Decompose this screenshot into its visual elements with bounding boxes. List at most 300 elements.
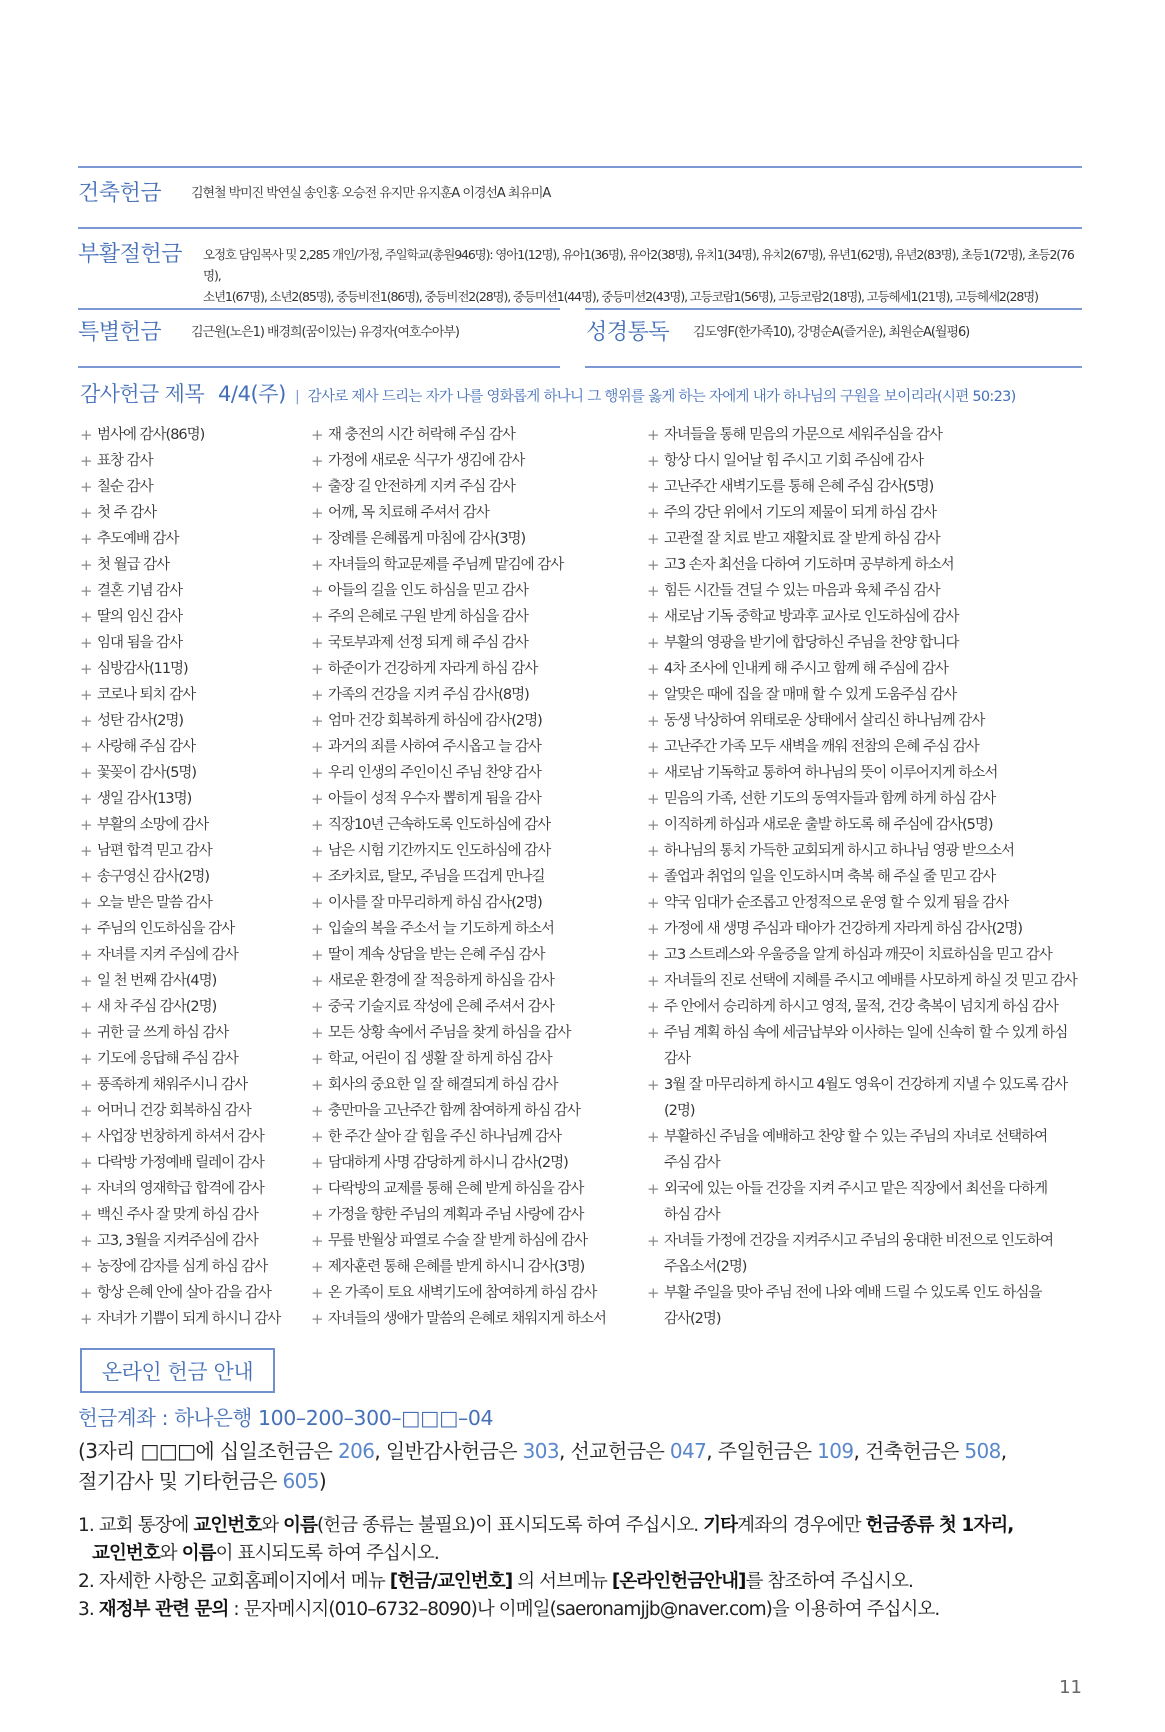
thanksgiving-item-text: 송구영신 감사(2명) — [97, 869, 210, 885]
bold-text: 이름 — [181, 1543, 216, 1564]
thanksgiving-item-text: 풍족하게 채워주시니 감사 — [97, 1077, 248, 1093]
text-segment: 3. — [78, 1599, 99, 1620]
thanksgiving-item — [647, 448, 1082, 474]
building-offering-title: 건축헌금 — [78, 181, 162, 206]
thanksgiving-item — [311, 656, 641, 682]
offering-code-number: 605 — [282, 1469, 319, 1493]
easter-offering-title: 부활절헌금 — [78, 242, 183, 267]
easter-offering-names — [203, 244, 1082, 307]
offering-code-number: 508 — [964, 1439, 1001, 1463]
plus-bullet-icon: + — [311, 894, 324, 912]
plus-bullet-icon: + — [80, 634, 93, 652]
text-segment: 이 표시되도록 하여 주십시오. — [215, 1543, 439, 1564]
thanksgiving-item-text: 충만마을 고난주간 함께 참여하게 하심 감사 — [328, 1103, 580, 1119]
plus-bullet-icon: + — [80, 842, 93, 860]
thanksgiving-item — [311, 890, 641, 916]
thanksgiving-item — [311, 734, 641, 760]
plus-bullet-icon: + — [647, 478, 660, 496]
thanksgiving-item — [647, 656, 1082, 682]
thanksgiving-item-text: 자녀들의 진로 선택에 지혜를 주시고 예배를 사모하게 하실 것 믿고 감사 — [664, 973, 1077, 989]
thanksgiving-item — [80, 682, 305, 708]
plus-bullet-icon: + — [647, 582, 660, 600]
thanksgiving-date: 4/4(주) — [217, 382, 286, 406]
special-offering-title: 특별헌금 — [78, 320, 162, 345]
plus-bullet-icon: + — [80, 1310, 93, 1328]
plus-bullet-icon: + — [311, 478, 324, 496]
thanksgiving-item — [311, 630, 641, 656]
text-segment: 를 참조하여 주십시오. — [745, 1571, 913, 1592]
thanksgiving-item-text: 농장에 감자를 심게 하심 감사 — [97, 1259, 268, 1275]
thanksgiving-item-text: 자녀들 가정에 건강을 지켜주시고 주님의 웅대한 비전으로 인도하여 — [664, 1233, 1053, 1249]
thanksgiving-item — [80, 1228, 305, 1254]
thanksgiving-item — [311, 1020, 641, 1046]
thanksgiving-item — [311, 812, 641, 838]
thanksgiving-item — [311, 422, 641, 448]
header-separator: | — [294, 389, 300, 405]
thanksgiving-item-text: 자녀의 영재학급 합격에 감사 — [97, 1181, 264, 1197]
plus-bullet-icon: + — [647, 946, 660, 964]
thanksgiving-item — [80, 500, 305, 526]
thanksgiving-item-text: 국토부과제 선정 되게 해 주심 감사 — [328, 635, 528, 651]
bold-text: 헌금종류 첫 1자리, — [865, 1515, 1014, 1536]
thanksgiving-item-text: 남은 시험 기간까지도 인도하심에 감사 — [328, 843, 551, 859]
thanksgiving-item-text: 성탄 감사(2명) — [97, 713, 184, 729]
bible-reading-names: 김도영F(한가족10), 강명순A(즐거운), 최원순A(월평6) — [693, 325, 970, 340]
thanksgiving-item-text: 우리 인생의 주인이신 주님 찬양 감사 — [328, 765, 541, 781]
plus-bullet-icon: + — [647, 1180, 660, 1198]
thanksgiving-item — [311, 578, 641, 604]
thanksgiving-item-text: 모든 상황 속에서 주님을 찾게 하심을 감사 — [328, 1025, 571, 1041]
plus-bullet-icon: + — [311, 1076, 324, 1094]
plus-bullet-icon: + — [311, 660, 324, 678]
offering-codes-line — [78, 1436, 1082, 1466]
section-divider — [585, 366, 1082, 368]
thanksgiving-item — [311, 1098, 641, 1124]
thanksgiving-item-text: 다락방의 교제를 통해 은혜 받게 하심을 감사 — [328, 1181, 584, 1197]
thanksgiving-item-text: 새로남 기독학교 통하여 하나님의 뜻이 이루어지게 하소서 — [664, 765, 998, 781]
thanksgiving-item-text: 가정에 새 생명 주심과 태아가 건강하게 자라게 하심 감사(2명) — [664, 921, 1023, 937]
thanksgiving-item — [80, 578, 305, 604]
scripture-verse: 감사로 제사 드리는 자가 나를 영화롭게 하나니 그 행위를 옳게 하는 자에게 내가 하나님의 구원을 보이리라(시편 50:23) — [307, 389, 1016, 405]
plus-bullet-icon: + — [311, 1232, 324, 1250]
plus-bullet-icon: + — [80, 426, 93, 444]
plus-bullet-icon: + — [647, 712, 660, 730]
thanksgiving-item-text: 딸이 계속 상담을 받는 은혜 주심 감사 — [328, 947, 545, 963]
thanksgiving-item — [80, 1020, 305, 1046]
thanksgiving-item-text: 3월 잘 마무리하게 하시고 4월도 영육이 건강하게 지낼 수 있도록 감사 — [664, 1077, 1068, 1093]
text-segment: , — [1000, 1439, 1007, 1463]
plus-bullet-icon: + — [311, 530, 324, 548]
thanksgiving-item — [311, 1254, 641, 1280]
plus-bullet-icon: + — [311, 946, 324, 964]
thanksgiving-item-text: 장례를 은혜롭게 마침에 감사(3명) — [328, 531, 526, 547]
text-segment: , 일반감사헌금은 — [374, 1439, 523, 1463]
page-number: 11 — [1059, 1677, 1082, 1698]
thanksgiving-item — [647, 968, 1082, 994]
thanksgiving-item-text: 학교, 어린이 집 생활 잘 하게 하심 감사 — [328, 1051, 552, 1067]
thanksgiving-item-text: (2명) — [664, 1103, 695, 1119]
plus-bullet-icon: + — [647, 790, 660, 808]
thanksgiving-item — [311, 448, 641, 474]
bold-text: 기타 — [703, 1515, 738, 1536]
text-segment: : 문자메시지(010–6732–8090)나 이메일(saeronamjjb@naver.com)을 이용하여 주십시오. — [228, 1599, 940, 1620]
thanksgiving-item — [647, 500, 1082, 526]
text-segment: , 선교헌금은 — [559, 1439, 670, 1463]
thanksgiving-item-text: 오늘 받은 말씀 감사 — [97, 895, 212, 911]
thanksgiving-item — [80, 708, 305, 734]
bible-reading-title: 성경통독 — [586, 320, 670, 345]
thanksgiving-item — [647, 890, 1082, 916]
plus-bullet-icon: + — [647, 842, 660, 860]
plus-bullet-icon: + — [80, 608, 93, 626]
bold-text: 재정부 관련 문의 — [98, 1599, 229, 1620]
plus-bullet-icon: + — [647, 686, 660, 704]
thanksgiving-item-text: 주 안에서 승리하게 하시고 영적, 물적, 건강 축복이 넘치게 하심 감사 — [664, 999, 1058, 1015]
plus-bullet-icon: + — [311, 426, 324, 444]
offering-account: 헌금계좌 : 하나은행 100–200–300–□□□–04 — [78, 1406, 494, 1430]
plus-bullet-icon: + — [80, 582, 93, 600]
thanksgiving-item-text: 중국 기술지료 작성에 은혜 주셔서 감사 — [328, 999, 554, 1015]
thanksgiving-item-text: 코로나 퇴치 감사 — [97, 687, 196, 703]
thanksgiving-item-text: 아들이 성적 우수자 뽑히게 됨을 감사 — [328, 791, 541, 807]
thanksgiving-item-text: 자녀를 지켜 주심에 감사 — [97, 947, 238, 963]
offering-codes — [78, 1436, 1082, 1496]
thanksgiving-item-text: 추도예배 감사 — [97, 531, 179, 547]
plus-bullet-icon: + — [311, 1050, 324, 1068]
plus-bullet-icon: + — [311, 608, 324, 626]
plus-bullet-icon: + — [647, 998, 660, 1016]
plus-bullet-icon: + — [80, 1128, 93, 1146]
thanksgiving-item-text: 항상 은혜 안에 살아 감을 감사 — [97, 1285, 271, 1301]
thanksgiving-item-text: 입술의 복을 주소서 늘 기도하게 하소서 — [328, 921, 554, 937]
bold-text: [헌금/교인번호] — [389, 1571, 513, 1592]
thanksgiving-item — [80, 838, 305, 864]
thanksgiving-list-column-3 — [647, 422, 1082, 1332]
thanksgiving-list-column-2 — [311, 422, 641, 1332]
plus-bullet-icon: + — [80, 946, 93, 964]
plus-bullet-icon: + — [647, 426, 660, 444]
section-divider — [78, 227, 1082, 229]
thanksgiving-item-text: 주님의 인도하심을 감사 — [97, 921, 235, 937]
thanksgiving-item-text: 하심 감사 — [664, 1207, 720, 1223]
thanksgiving-item-text: 표창 감사 — [97, 453, 153, 469]
thanksgiving-item — [80, 734, 305, 760]
plus-bullet-icon: + — [647, 764, 660, 782]
thanksgiving-item — [311, 994, 641, 1020]
thanksgiving-item-text: 부활의 소망에 감사 — [97, 817, 209, 833]
section-divider — [78, 166, 1082, 168]
thanksgiving-item-text: 어깨, 목 치료해 주셔서 감사 — [328, 505, 489, 521]
thanksgiving-item — [311, 968, 641, 994]
thanksgiving-item — [647, 552, 1082, 578]
thanksgiving-item-text: 꽃꽂이 감사(5명) — [97, 765, 197, 781]
plus-bullet-icon: + — [80, 556, 93, 574]
thanksgiving-item-text: 부활하신 주님을 예배하고 찬양 할 수 있는 주님의 자녀로 선택하여 — [664, 1129, 1048, 1145]
bold-text: 이름 — [283, 1515, 318, 1536]
plus-bullet-icon: + — [80, 712, 93, 730]
thanksgiving-item-text: 딸의 임신 감사 — [97, 609, 183, 625]
thanksgiving-item — [80, 448, 305, 474]
thanksgiving-item — [647, 682, 1082, 708]
offering-codes-line — [78, 1466, 1082, 1496]
thanksgiving-item-text: 자녀가 기쁨이 되게 하시니 감사 — [97, 1311, 281, 1327]
section-divider — [585, 308, 1082, 310]
offering-notes — [78, 1512, 1082, 1624]
thanksgiving-item — [311, 500, 641, 526]
plus-bullet-icon: + — [80, 1206, 93, 1224]
thanksgiving-item-text: 온 가족이 토요 새벽기도에 참여하게 하심 감사 — [328, 1285, 597, 1301]
thanksgiving-item-text: 담대하게 사명 감당하게 하시니 감사(2명) — [328, 1155, 568, 1171]
text-segment: 계좌의 경우에만 — [737, 1515, 866, 1536]
thanksgiving-item — [80, 1046, 305, 1072]
plus-bullet-icon: + — [80, 1076, 93, 1094]
offering-code-number: 047 — [669, 1439, 707, 1463]
thanksgiving-item-text: 주의 강단 위에서 기도의 제물이 되게 하심 감사 — [664, 505, 937, 521]
thanksgiving-item-text: 직장10년 근속하도록 인도하심에 감사 — [328, 817, 551, 833]
thanksgiving-item — [647, 474, 1082, 500]
note-line — [78, 1512, 1082, 1540]
thanksgiving-item-text: 주의 은혜로 구원 받게 하심을 감사 — [328, 609, 528, 625]
thanksgiving-item-text: 새로운 환경에 잘 적응하게 하심을 감사 — [328, 973, 554, 989]
plus-bullet-icon: + — [311, 712, 324, 730]
thanksgiving-item — [311, 1280, 641, 1306]
plus-bullet-icon: + — [311, 998, 324, 1016]
note-line — [78, 1540, 1082, 1568]
plus-bullet-icon: + — [80, 1154, 93, 1172]
plus-bullet-icon: + — [647, 868, 660, 886]
plus-bullet-icon: + — [311, 1024, 324, 1042]
thanksgiving-item-text: 고난주간 가족 모두 새벽을 깨워 전참의 은혜 주심 감사 — [664, 739, 979, 755]
thanksgiving-item — [80, 786, 305, 812]
plus-bullet-icon: + — [311, 816, 324, 834]
thanksgiving-item-text: 칠순 감사 — [97, 479, 153, 495]
bold-text: 교인번호 — [193, 1515, 262, 1536]
thanksgiving-item-text: 하나님의 통치 가득한 교회되게 하시고 하나님 영광 받으소서 — [664, 843, 1014, 859]
thanksgiving-item — [80, 1176, 305, 1202]
thanksgiving-item-text: 생일 감사(13명) — [97, 791, 192, 807]
thanksgiving-item — [311, 682, 641, 708]
thanksgiving-item — [80, 890, 305, 916]
plus-bullet-icon: + — [311, 1284, 324, 1302]
plus-bullet-icon: + — [647, 738, 660, 756]
offering-code-number: 109 — [817, 1439, 854, 1463]
thanksgiving-item-text: 졸업과 취업의 일을 인도하시며 축복 해 주실 줄 믿고 감사 — [664, 869, 996, 885]
offering-code-number: 303 — [522, 1439, 560, 1463]
plus-bullet-icon: + — [647, 452, 660, 470]
text-segment: (헌금 종류는 불필요)이 표시되도록 하여 주십시오. — [317, 1515, 704, 1536]
thanksgiving-item — [311, 942, 641, 968]
plus-bullet-icon: + — [647, 1232, 660, 1250]
thanksgiving-item-text: 이직하게 하심과 새로운 출발 하도록 해 주심에 감사(5명) — [664, 817, 993, 833]
thanksgiving-item — [311, 1150, 641, 1176]
plus-bullet-icon: + — [80, 1180, 93, 1198]
thanksgiving-item — [647, 864, 1082, 890]
plus-bullet-icon: + — [311, 1154, 324, 1172]
thanksgiving-item — [647, 630, 1082, 656]
note-line — [78, 1568, 1082, 1596]
online-offering-guide-box — [80, 1348, 275, 1393]
thanksgiving-item — [80, 604, 305, 630]
plus-bullet-icon: + — [647, 920, 660, 938]
thanksgiving-item — [80, 1202, 305, 1228]
plus-bullet-icon: + — [311, 452, 324, 470]
thanksgiving-item — [80, 1306, 305, 1332]
text-segment: (3자리 □□□에 십일조헌금은 — [78, 1439, 338, 1463]
plus-bullet-icon: + — [647, 894, 660, 912]
thanksgiving-item — [647, 1176, 1082, 1228]
plus-bullet-icon: + — [647, 530, 660, 548]
plus-bullet-icon: + — [80, 504, 93, 522]
thanksgiving-item-text: 귀한 글 쓰게 하심 감사 — [97, 1025, 229, 1041]
plus-bullet-icon: + — [311, 972, 324, 990]
text-segment: ) — [318, 1469, 327, 1493]
thanksgiving-title: 감사헌금 제목 — [80, 382, 204, 406]
plus-bullet-icon: + — [311, 1102, 324, 1120]
plus-bullet-icon: + — [80, 972, 93, 990]
plus-bullet-icon: + — [80, 1102, 93, 1120]
thanksgiving-item — [80, 474, 305, 500]
plus-bullet-icon: + — [80, 894, 93, 912]
thanksgiving-item — [311, 760, 641, 786]
plus-bullet-icon: + — [80, 920, 93, 938]
thanksgiving-item — [647, 838, 1082, 864]
thanksgiving-item-text: 범사에 감사(86명) — [97, 427, 205, 443]
plus-bullet-icon: + — [647, 660, 660, 678]
thanksgiving-item — [80, 994, 305, 1020]
thanksgiving-item-text: 고3, 3월을 지켜주심에 감사 — [97, 1233, 258, 1249]
thanksgiving-item-text: 임대 됨을 감사 — [97, 635, 183, 651]
plus-bullet-icon: + — [647, 1284, 660, 1302]
plus-bullet-icon: + — [80, 660, 93, 678]
thanksgiving-item — [311, 526, 641, 552]
plus-bullet-icon: + — [647, 1128, 660, 1146]
plus-bullet-icon: + — [80, 998, 93, 1016]
text-segment: , 주일헌금은 — [706, 1439, 818, 1463]
plus-bullet-icon: + — [647, 634, 660, 652]
plus-bullet-icon: + — [311, 556, 324, 574]
thanksgiving-item — [647, 1124, 1082, 1176]
plus-bullet-icon: + — [311, 920, 324, 938]
section-divider — [78, 366, 560, 368]
thanksgiving-item — [311, 786, 641, 812]
thanksgiving-item — [80, 1150, 305, 1176]
thanksgiving-item-text: 외국에 있는 아들 건강을 지켜 주시고 맡은 직장에서 최선을 다하게 — [664, 1181, 1048, 1197]
plus-bullet-icon: + — [647, 504, 660, 522]
online-offering-guide-label: 온라인 헌금 안내 — [101, 1359, 254, 1384]
plus-bullet-icon: + — [311, 790, 324, 808]
thanksgiving-item-text: 고관절 잘 치료 받고 재활치료 잘 받게 하심 감사 — [664, 531, 940, 547]
thanksgiving-item — [647, 786, 1082, 812]
plus-bullet-icon: + — [311, 738, 324, 756]
thanksgiving-item — [80, 812, 305, 838]
thanksgiving-item — [311, 552, 641, 578]
thanksgiving-item-text: 자녀들의 생애가 말씀의 은혜로 채워지게 하소서 — [328, 1311, 606, 1327]
thanksgiving-item-text: 회사의 중요한 일 잘 해결되게 하심 감사 — [328, 1077, 558, 1093]
bold-text: 교인번호 — [92, 1543, 160, 1564]
plus-bullet-icon: + — [647, 972, 660, 990]
thanksgiving-item — [647, 604, 1082, 630]
thanksgiving-item-text: 제자훈련 통해 은혜를 받게 하시니 감사(3명) — [328, 1259, 585, 1275]
text-segment: 와 — [261, 1515, 284, 1536]
thanksgiving-item — [311, 1176, 641, 1202]
thanksgiving-item — [80, 552, 305, 578]
plus-bullet-icon: + — [647, 556, 660, 574]
section-divider — [78, 308, 560, 310]
thanksgiving-item-text: 힘든 시간들 견딜 수 있는 마음과 육체 주심 감사 — [664, 583, 940, 599]
thanksgiving-item-text: 이사를 잘 마무리하게 하심 감사(2명) — [328, 895, 542, 911]
thanksgiving-item — [311, 474, 641, 500]
text-segment: 와 — [159, 1543, 182, 1564]
plus-bullet-icon: + — [311, 634, 324, 652]
thanksgiving-item — [311, 708, 641, 734]
thanksgiving-item — [80, 630, 305, 656]
thanksgiving-item-text: 백신 주사 잘 맞게 하심 감사 — [97, 1207, 258, 1223]
thanksgiving-item-text: 무릎 반월상 파열로 수술 잘 받게 하심에 감사 — [328, 1233, 588, 1249]
building-offering-names: 김현철 박미진 박연실 송인홍 오승전 유지만 유지훈A 이경선A 최유미A — [191, 186, 551, 201]
thanksgiving-item-text: 동생 낙상하여 위태로운 상태에서 살리신 하나님께 감사 — [664, 713, 985, 729]
plus-bullet-icon: + — [80, 790, 93, 808]
plus-bullet-icon: + — [647, 816, 660, 834]
thanksgiving-item — [80, 942, 305, 968]
thanksgiving-item-text: 가정에 새로운 식구가 생김에 감사 — [328, 453, 525, 469]
thanksgiving-item-text: 가족의 건강을 지켜 주심 감사(8명) — [328, 687, 529, 703]
plus-bullet-icon: + — [311, 686, 324, 704]
thanksgiving-item — [647, 760, 1082, 786]
plus-bullet-icon: + — [80, 1232, 93, 1250]
plus-bullet-icon: + — [311, 868, 324, 886]
plus-bullet-icon: + — [80, 816, 93, 834]
thanksgiving-item-text: 감사 — [664, 1051, 690, 1067]
special-offering-names: 김근원(노은1) 배경희(꿈이있는) 유경자(여호수아부) — [191, 325, 459, 340]
text-segment: 의 서브메뉴 — [512, 1571, 612, 1592]
thanksgiving-item — [80, 968, 305, 994]
text-segment: 절기감사 및 기타헌금은 — [78, 1469, 283, 1493]
thanksgiving-item-text: 일 천 번째 감사(4명) — [97, 973, 217, 989]
thanksgiving-item-text: 첫 주 감사 — [97, 505, 157, 521]
thanksgiving-item — [80, 656, 305, 682]
thanksgiving-item — [647, 916, 1082, 942]
thanksgiving-item-text: 고3 스트레스와 우울증을 알게 하심과 깨끗이 치료하심을 믿고 감사 — [664, 947, 1052, 963]
plus-bullet-icon: + — [80, 1024, 93, 1042]
thanksgiving-item-text: 주옵소서(2명) — [664, 1259, 747, 1275]
thanksgiving-item-text: 주님 계획 하심 속에 세금납부와 이사하는 일에 신속히 할 수 있게 하심 — [664, 1025, 1068, 1041]
plus-bullet-icon: + — [80, 530, 93, 548]
thanksgiving-item — [311, 1202, 641, 1228]
text-segment: 1. 교회 통장에 — [78, 1515, 194, 1536]
plus-bullet-icon: + — [311, 764, 324, 782]
thanksgiving-item-text: 알맞은 때에 집을 잘 매매 할 수 있게 도움주심 감사 — [664, 687, 957, 703]
thanksgiving-item-text: 다락방 가정예배 릴레이 감사 — [97, 1155, 264, 1171]
plus-bullet-icon: + — [311, 1128, 324, 1146]
thanksgiving-item-text: 결혼 기념 감사 — [97, 583, 183, 599]
plus-bullet-icon: + — [80, 738, 93, 756]
thanksgiving-item — [647, 812, 1082, 838]
plus-bullet-icon: + — [311, 1180, 324, 1198]
thanksgiving-item-text: 엄마 건강 회복하게 하심에 감사(2명) — [328, 713, 542, 729]
thanksgiving-item — [80, 526, 305, 552]
offering-code-number: 206 — [337, 1439, 375, 1463]
plus-bullet-icon: + — [311, 582, 324, 600]
thanksgiving-item — [311, 1306, 641, 1332]
thanksgiving-item-text: 하준이가 건강하게 자라게 하심 감사 — [328, 661, 538, 677]
thanksgiving-item-text: 자녀들을 통해 믿음의 가문으로 세워주심을 감사 — [664, 427, 942, 443]
thanksgiving-item — [311, 1124, 641, 1150]
plus-bullet-icon: + — [647, 1076, 660, 1094]
thanksgiving-item — [311, 1228, 641, 1254]
plus-bullet-icon: + — [80, 686, 93, 704]
thanksgiving-item-text: 사업장 번창하게 하셔서 감사 — [97, 1129, 264, 1145]
thanksgiving-item — [647, 1020, 1082, 1072]
